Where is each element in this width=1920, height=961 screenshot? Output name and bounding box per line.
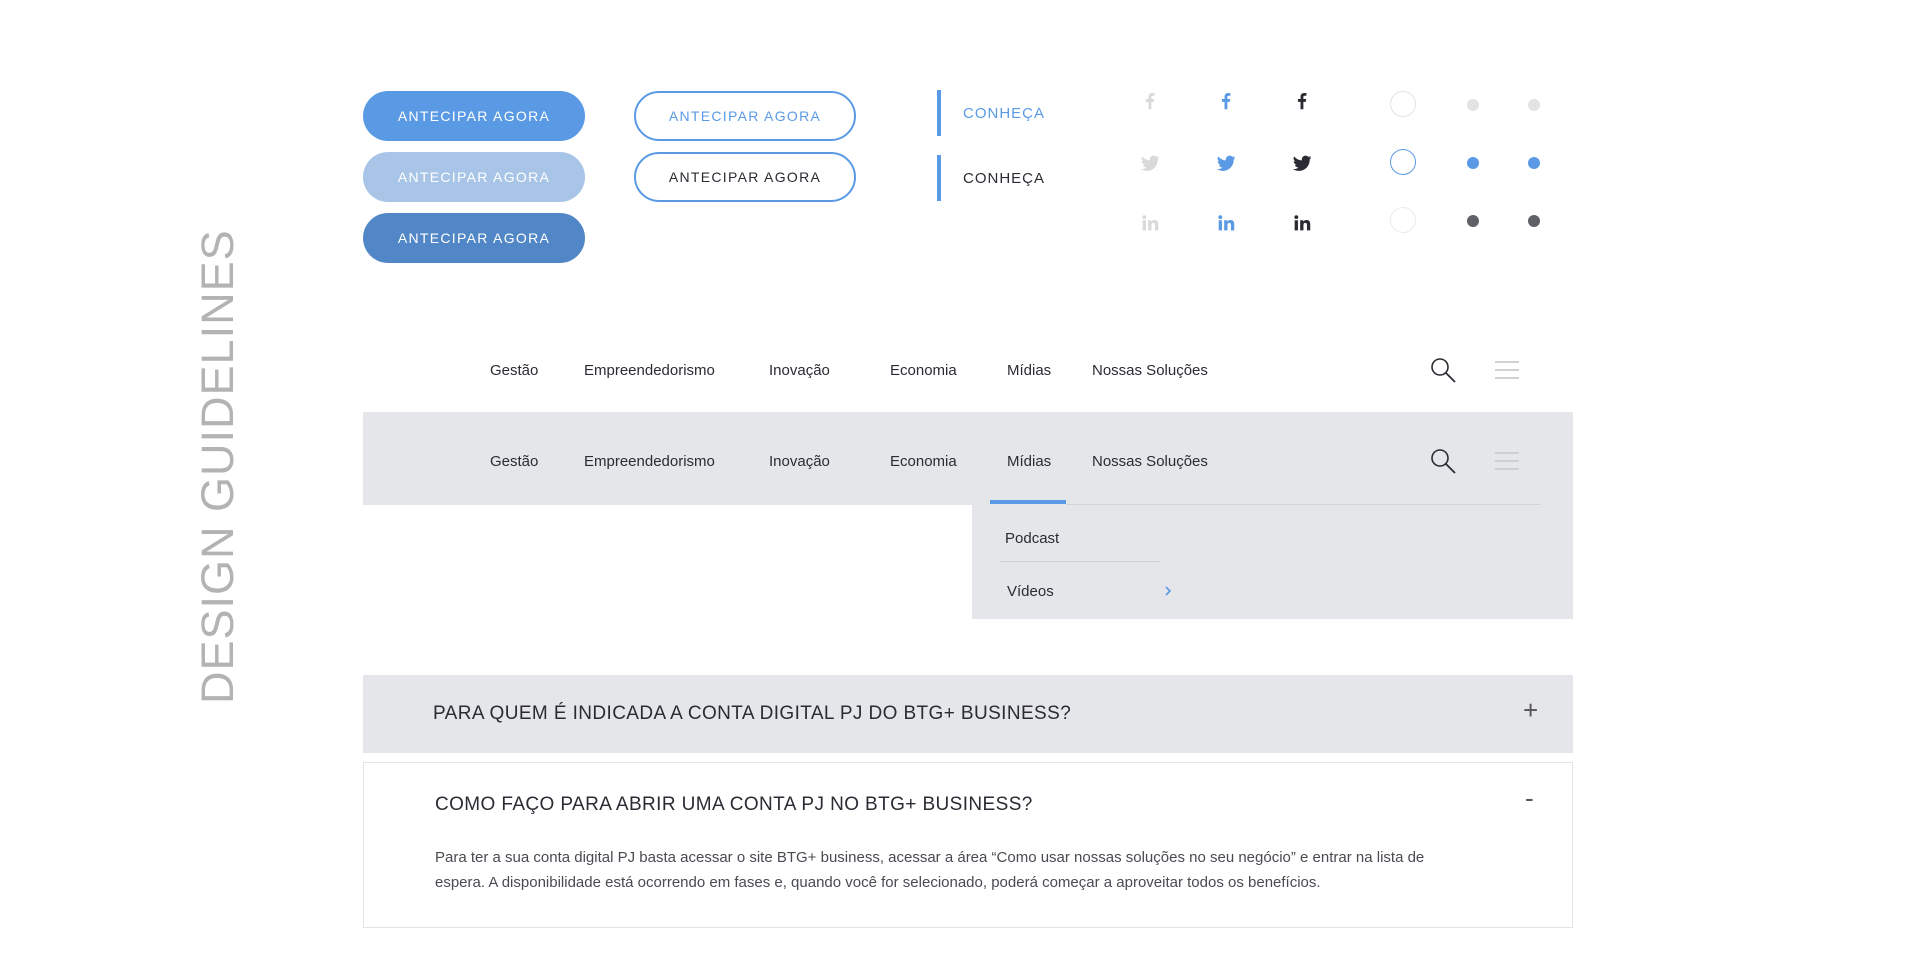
conheca-link-active[interactable]: CONHEÇA bbox=[937, 90, 1045, 136]
conheca-link-default[interactable]: CONHEÇA bbox=[937, 155, 1045, 201]
nav-item-midias[interactable]: Mídias bbox=[1007, 362, 1052, 379]
nav-item-inovacao[interactable]: Inovação bbox=[769, 453, 830, 470]
faq-answer: Para ter a sua conta digital PJ basta acessar o site BTG+ business, acessar a área “Como usar nossas soluções no seu negócio” e entrar na lista de espera. A disponibilidade está ocorrendo em fases e, quando você for selecionado, poderá começar a aproveitar todos os benefícios. bbox=[435, 849, 1425, 891]
twitter-icon-light[interactable] bbox=[1136, 149, 1164, 177]
submenu-item-podcast[interactable]: Podcast bbox=[1005, 530, 1060, 547]
search-icon[interactable] bbox=[1428, 446, 1458, 476]
nav-item-gestao[interactable]: Gestão bbox=[490, 453, 539, 470]
submenu-item-videos[interactable]: Vídeos bbox=[1007, 583, 1054, 600]
nav-item-inovacao[interactable]: Inovação bbox=[769, 362, 830, 379]
nav-item-empreendedorismo[interactable]: Empreendedorismo bbox=[584, 362, 715, 379]
chevron-right-icon[interactable] bbox=[1161, 584, 1175, 598]
carousel-dot-dark[interactable] bbox=[1528, 215, 1540, 227]
submenu-divider bbox=[1000, 561, 1160, 562]
faq-question[interactable]: COMO FAÇO PARA ABRIR UMA CONTA PJ NO BTG+ BUSINESS? bbox=[435, 794, 1033, 815]
hamburger-menu-icon[interactable] bbox=[1492, 446, 1522, 476]
collapse-minus-icon[interactable]: - bbox=[1525, 783, 1534, 813]
nav-bar-expanded bbox=[363, 412, 1573, 505]
active-tab-underline bbox=[990, 500, 1066, 504]
nav-item-empreendedorismo[interactable]: Empreendedorismo bbox=[584, 453, 715, 470]
facebook-icon-blue[interactable] bbox=[1212, 87, 1240, 115]
nav-item-midias-active[interactable]: Mídias bbox=[1007, 453, 1052, 470]
expand-plus-icon[interactable]: + bbox=[1523, 695, 1539, 725]
carousel-dot-large-faint[interactable] bbox=[1390, 207, 1416, 233]
carousel-dot-blue[interactable] bbox=[1528, 157, 1540, 169]
facebook-icon-dark[interactable] bbox=[1288, 87, 1316, 115]
design-guidelines-title: DESIGN GUIDELINES bbox=[192, 229, 243, 704]
nav-item-economia[interactable]: Economia bbox=[890, 362, 957, 379]
nav-item-gestao[interactable]: Gestão bbox=[490, 362, 539, 379]
hamburger-menu-icon[interactable] bbox=[1492, 355, 1522, 385]
antecipar-agora-button-pressed[interactable]: ANTECIPAR AGORA bbox=[363, 213, 585, 263]
carousel-dot-large-light[interactable] bbox=[1390, 91, 1416, 117]
nav-item-nossas-solucoes[interactable]: Nossas Soluções bbox=[1092, 362, 1208, 379]
antecipar-agora-outline-button-dark[interactable]: ANTECIPAR AGORA bbox=[634, 152, 856, 202]
faq-item-expanded bbox=[363, 762, 1573, 928]
antecipar-agora-button-default[interactable]: ANTECIPAR AGORA bbox=[363, 91, 585, 141]
twitter-icon-dark[interactable] bbox=[1288, 149, 1316, 177]
faq-question: PARA QUEM É INDICADA A CONTA DIGITAL PJ DO BTG+ BUSINESS? bbox=[433, 703, 1072, 724]
twitter-icon-blue[interactable] bbox=[1212, 149, 1240, 177]
carousel-dot-large-active[interactable] bbox=[1390, 149, 1416, 175]
carousel-dot-dark[interactable] bbox=[1467, 215, 1479, 227]
midias-submenu bbox=[972, 505, 1573, 619]
nav-item-nossas-solucoes[interactable]: Nossas Soluções bbox=[1092, 453, 1208, 470]
facebook-icon-light[interactable] bbox=[1136, 87, 1164, 115]
carousel-dot-light[interactable] bbox=[1467, 99, 1479, 111]
search-icon[interactable] bbox=[1428, 355, 1458, 385]
antecipar-agora-button-disabled[interactable]: ANTECIPAR AGORA bbox=[363, 152, 585, 202]
antecipar-agora-outline-button-blue[interactable]: ANTECIPAR AGORA bbox=[634, 91, 856, 141]
carousel-dot-light[interactable] bbox=[1528, 99, 1540, 111]
linkedin-icon-light[interactable] bbox=[1136, 209, 1164, 237]
carousel-dot-blue[interactable] bbox=[1467, 157, 1479, 169]
linkedin-icon-blue[interactable] bbox=[1212, 209, 1240, 237]
nav-item-economia[interactable]: Economia bbox=[890, 453, 957, 470]
faq-item-collapsed[interactable] bbox=[363, 675, 1573, 753]
linkedin-icon-dark[interactable] bbox=[1288, 209, 1316, 237]
